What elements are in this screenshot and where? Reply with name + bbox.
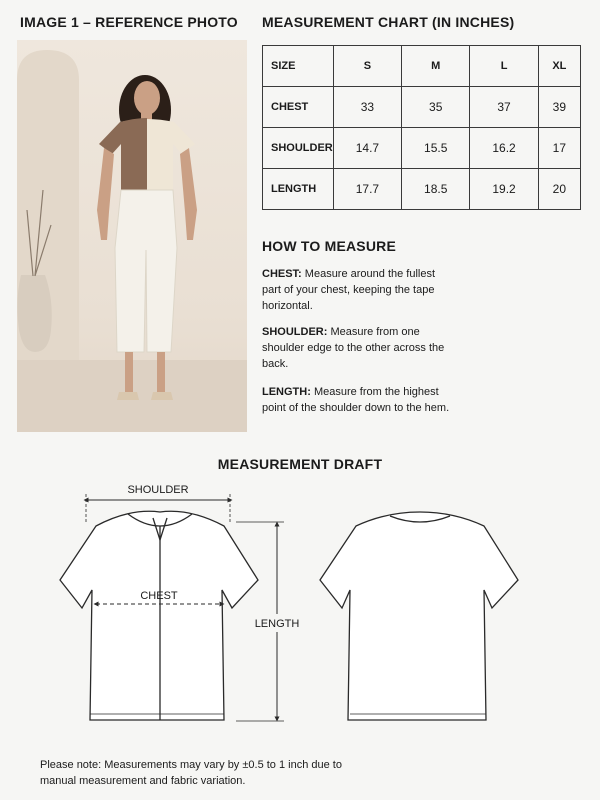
table-cell: 39	[538, 87, 580, 128]
table-cell: 20	[538, 169, 580, 210]
chest-label: CHEST	[140, 590, 178, 602]
shoulder-label: SHOULDER	[127, 484, 189, 496]
table-row	[263, 87, 581, 128]
instruction-text: Measure from the highest point of the shoulder down to the hem.	[262, 386, 450, 414]
model-illustration	[17, 40, 247, 432]
table-header-row	[263, 46, 581, 87]
length-instruction	[262, 384, 452, 416]
header-cell: L	[470, 46, 538, 87]
table-cell: 16.2	[470, 128, 538, 169]
table-cell: 35	[402, 87, 470, 128]
size-table	[262, 45, 581, 210]
instruction-text: Measure around the fullest part of your chest, keeping the tape horizontal.	[262, 268, 436, 312]
header-cell: SIZE	[263, 46, 334, 87]
measurement-draft	[0, 478, 600, 738]
header-cell: XL	[538, 46, 580, 87]
draft-title: MEASUREMENT DRAFT	[217, 456, 383, 472]
front-tee-icon	[60, 511, 258, 720]
back-tee-icon	[320, 512, 518, 720]
photo-title: IMAGE 1 – REFERENCE PHOTO	[20, 14, 238, 30]
table-cell: 17.7	[333, 169, 401, 210]
table-cell: 17	[538, 128, 580, 169]
chest-instruction	[262, 266, 452, 314]
table-row	[263, 128, 581, 169]
table-row	[263, 169, 581, 210]
table-cell: 18.5	[402, 169, 470, 210]
header-cell: M	[402, 46, 470, 87]
shoulder-instruction	[262, 324, 452, 372]
instruction-term: SHOULDER:	[262, 326, 328, 338]
row-label: SHOULDER	[263, 128, 334, 169]
measurement-note: Please note: Measurements may vary by ±0.5 to 1 inch due to manual measurement and fabric variation.	[40, 759, 342, 787]
row-label: LENGTH	[263, 169, 334, 210]
instruction-text: Measure from one shoulder edge to the other across the back.	[262, 326, 445, 370]
instruction-term: CHEST:	[262, 268, 302, 280]
how-to-measure-title: HOW TO MEASURE	[262, 238, 396, 254]
table-cell: 33	[333, 87, 401, 128]
reference-photo	[17, 40, 247, 432]
chart-title: MEASUREMENT CHART (IN INCHES)	[262, 14, 515, 30]
table-cell: 19.2	[470, 169, 538, 210]
row-label: CHEST	[263, 87, 334, 128]
table-cell: 15.5	[402, 128, 470, 169]
header-cell: S	[333, 46, 401, 87]
table-cell: 14.7	[333, 128, 401, 169]
table-cell: 37	[470, 87, 538, 128]
instruction-term: LENGTH:	[262, 386, 311, 398]
length-label: LENGTH	[254, 618, 300, 630]
